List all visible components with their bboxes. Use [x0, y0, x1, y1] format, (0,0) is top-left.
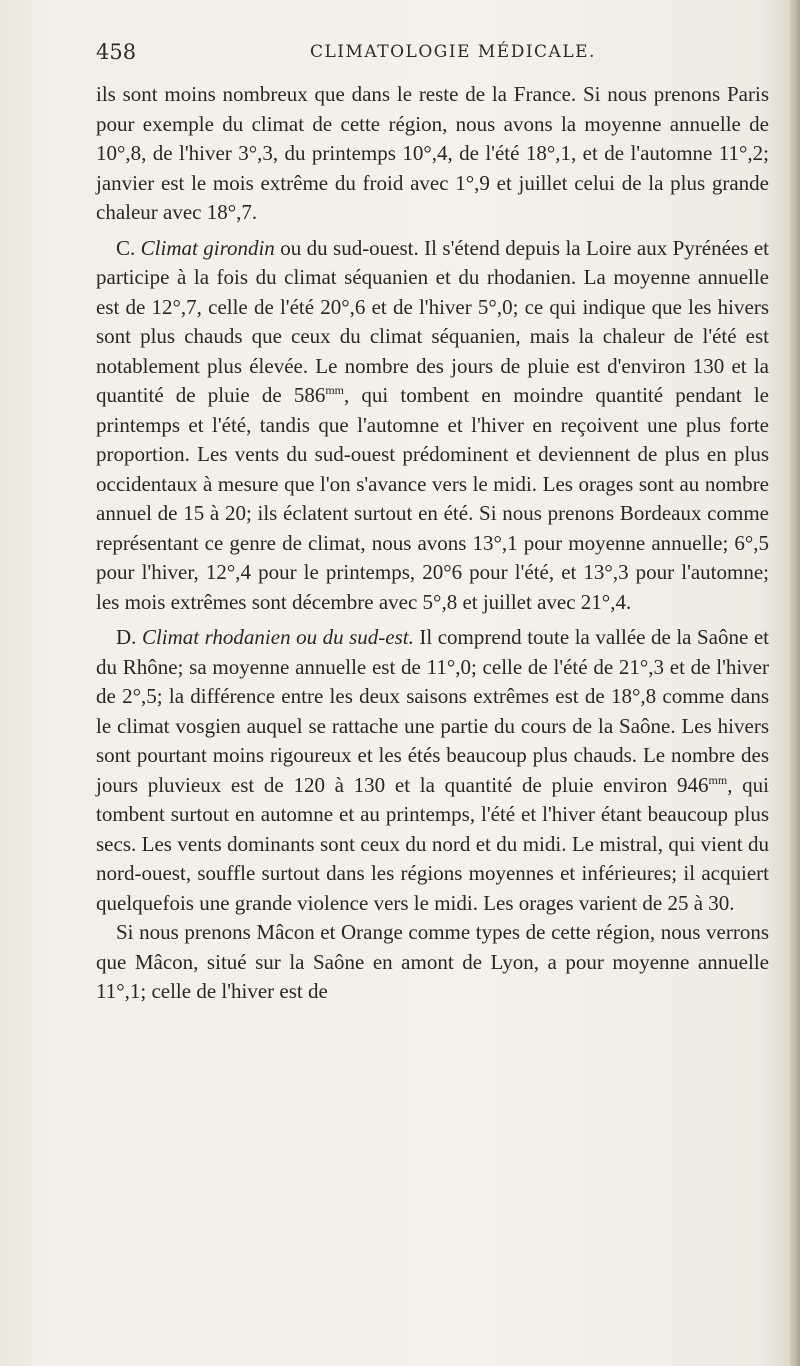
page-header: [96, 40, 766, 68]
paragraph-text-continued: , qui tombent surtout en automne et au printemps, l'été et l'hiver étant beaucoup plus secs. Les vents dominants sont ceux du nord et du midi. Le mistral, qui vient du nord-ouest, souffle surtout dans les régions moyennes et inférieures; il acquiert quelquefois une grande violence vers le midi. Les orages varient de 25 à 30.: [96, 772, 769, 915]
paragraph-climat-girondin: [96, 234, 769, 618]
paragraph-climat-rhodanien: [96, 623, 769, 918]
unit-superscript: mm: [708, 772, 728, 787]
running-title: CLIMATOLOGIE MÉDICALE.: [310, 42, 596, 62]
paragraph-text: ils sont moins nombreux que dans le reste de la France. Si nous prenons Paris pour exemple du climat de cette région, nous avons la moyenne annuelle de 10°,8, de l'hiver 3°,3, du printemps 10°,4, de l'été 18°,1, et de l'automne 11°,2; janvier est le mois extrême du froid avec 1°,9 et juillet celui de la plus grande chaleur avec 18°,7.: [96, 82, 769, 224]
unit-superscript: mm: [325, 383, 345, 397]
page-edge: [790, 0, 800, 1366]
paragraph-text: Si nous prenons Mâcon et Orange comme types de cette région, nous verrons que Mâcon, situé sur la Saône en amont de Lyon, a pour moyenne annuelle 11°,1; celle de l'hiver est de: [96, 920, 769, 1003]
section-title: Climat rhodanien ou du sud-est.: [141, 625, 414, 649]
body-text: [96, 80, 769, 1007]
paragraph-text: Il comprend toute la vallée de la Saône et du Rhône; sa moyenne annuelle est de 11°,0; celle de l'été de 21°,3 et de l'hiver de 2°,5; la différence entre les deux saisons extrêmes est de 18°,8 comme dans le climat vosgien auquel se rattache une partie du cours de la Saône. Les hivers sont pourtant moins rigoureux et les étés beaucoup plus chauds. Le nombre des jours pluvieux est de 120 à 130 et la quantité de pluie environ 946: [96, 625, 769, 797]
paragraph-text: ou du sud-ouest. Il s'étend depuis la Loire aux Pyrénées et participe à la fois du climat séquanien et du rhodanien. La moyenne annuelle est de 12°,7, celle de l'été 20°,6 et de l'hiver 5°,0; ce qui indique que les hivers sont plus chauds que ceux du climat séquanien, mais la chaleur de l'été est notablement plus élevée. Le nombre des jours de pluie est d'environ 130 et la quantité de pluie de 586: [96, 235, 769, 407]
paragraph-macon-orange: [96, 918, 769, 1007]
section-title: Climat girondin: [140, 235, 275, 260]
page-number: 458: [96, 40, 137, 64]
paragraph-text-continued: , qui tombent en moindre quantité pendant le printemps et l'été, tandis que l'automne et l'hiver en reçoivent une plus forte proportion. Les vents du sud-ouest prédominent et deviennent de plus en plus occidentaux à mesure que l'on s'avance vers le midi. Les orages sont au nombre annuel de 15 à 20; ils éclatent surtout en été. Si nous prenons Bordeaux comme représentant ce genre de climat, nous avons 13°,1 pour moyenne annuelle; 6°,5 pour l'hiver, 12°,4 pour le printemps, 20°6 pour l'été, et 13°,3 pour l'automne; les mois extrêmes sont décembre avec 5°,8 et juillet avec 21°,4.: [96, 383, 769, 614]
section-letter: D.: [116, 625, 137, 649]
section-letter: C.: [116, 235, 136, 260]
paragraph-paris: [96, 80, 769, 228]
